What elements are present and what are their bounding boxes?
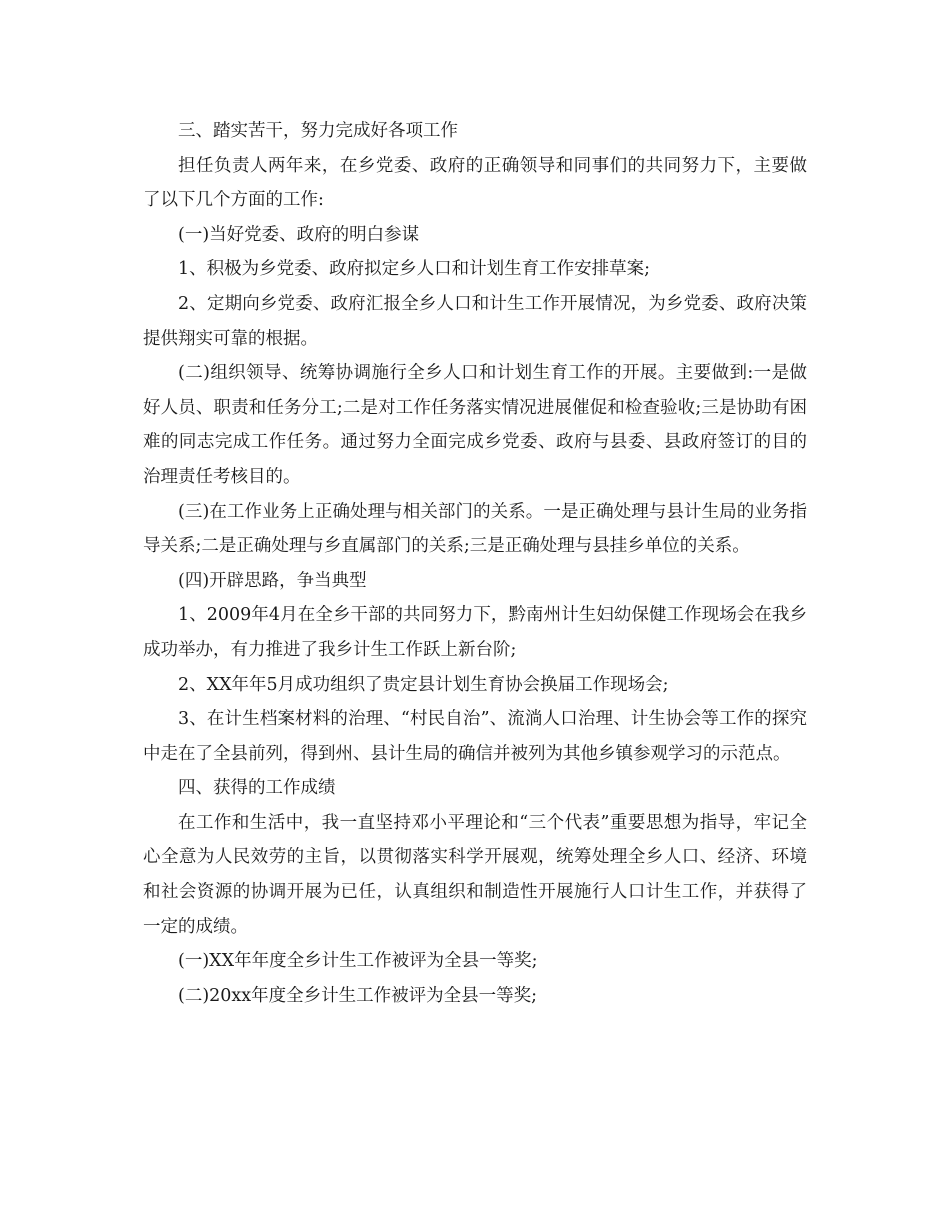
list-item-2009: 1、2009年4月在全乡干部的共同努力下，黔南州计生妇幼保健工作现场会在我乡成功举办，有力推进了我乡计生工作跃上新台阶;: [143, 605, 807, 660]
document-page: [143, 114, 807, 1013]
list-item-2: 2、定期向乡党委、政府汇报全乡人口和计生工作开展情况，为乡党委、政府决策提供翔实可靠的根据。: [143, 293, 807, 349]
subheading-advisor: (一)当好党委、政府的明白参谋: [178, 224, 420, 245]
paragraph-achievements: 在工作和生活中，我一直坚持邓小平理论和“三个代表”重要思想为指导，牢记全心全意为人民效劳的主旨，以贯彻落实科学开展观，统筹处理全乡人口、经济、环境和社会资源的协调开展为已任，认真组织和制造性开展施行人口计生工作，并获得了一定的成绩。: [143, 812, 807, 937]
award-item-2: (二)20xx年度全乡计生工作被评为全县一等奖;: [178, 985, 538, 1006]
award-item-1: (一)XX年年度全乡计生工作被评为全县一等奖;: [178, 951, 538, 972]
paragraph-intro: 担任负责人两年来，在乡党委、政府的正确领导和同事们的共同努力下，主要做了以下几个方面的工作:: [143, 155, 807, 211]
subheading-innovation: (四)开辟思路，争当典型: [178, 570, 367, 591]
paragraph-organize: (二)组织领导、统筹协调施行全乡人口和计划生育工作的开展。主要做到:一是做好人员、职责和任务分工;二是对工作任务落实情况进展催促和检查验收;三是协助有困难的同志完成工作任务。通过努力全面完成乡党委、政府与县委、县政府签订的目的治理责任考核目的。: [143, 363, 807, 487]
list-item-xx-may: 2、XX年年5月成功组织了贵定县计划生育协会换届工作现场会;: [178, 674, 669, 695]
section-heading-work: 三、踏实苦干，努力完成好各项工作: [178, 121, 458, 141]
paragraph-relations: (三)在工作业务上正确处理与相关部门的关系。一是正确处理与县计生局的业务指导关系;二是正确处理与乡直属部门的关系;三是正确处理与县挂乡单位的关系。: [143, 501, 807, 557]
list-item-archives: 3、在计生档案材料的治理、“村民自治”、流淌人口治理、计生协会等工作的探究中走在了全县前列，得到州、县计生局的确信并被列为其他乡镇参观学习的示范点。: [143, 709, 807, 764]
list-item-1: 1、积极为乡党委、政府拟定乡人口和计划生育工作安排草案;: [178, 259, 651, 280]
section-heading-achievements: 四、获得的工作成绩: [178, 778, 336, 799]
